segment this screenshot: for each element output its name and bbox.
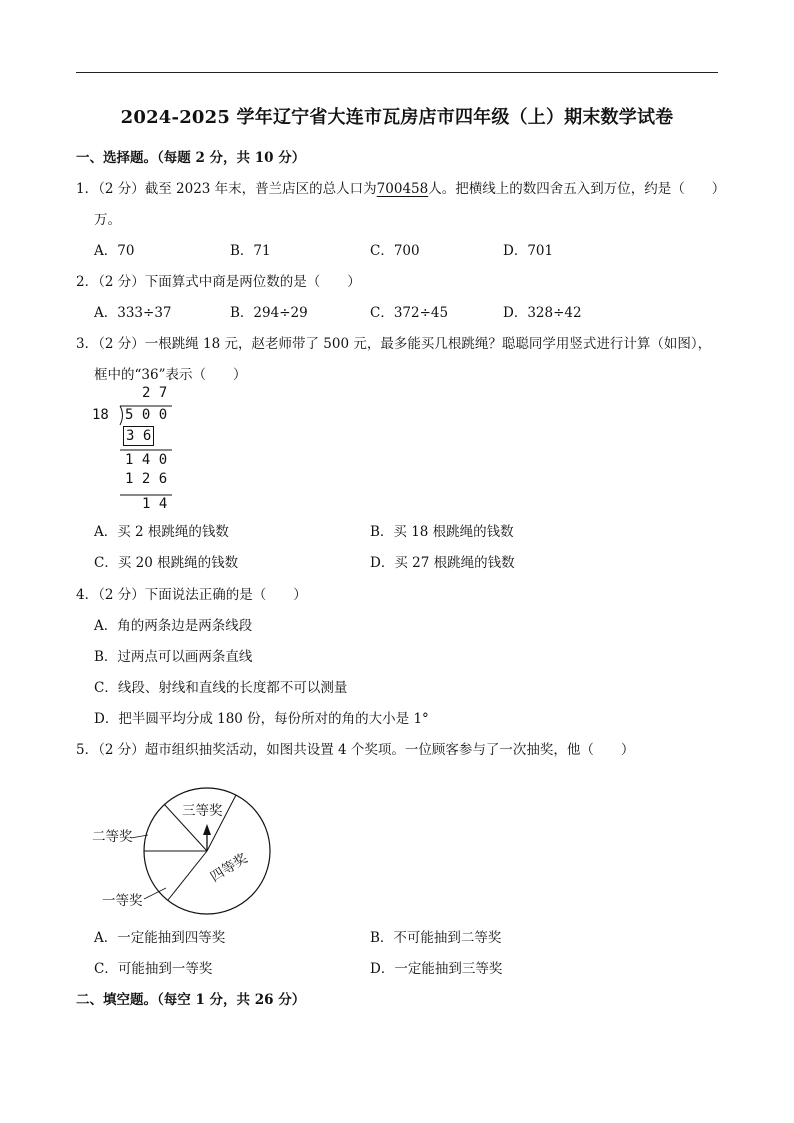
question-1-stem-cont: 万。	[94, 212, 121, 228]
question-2-stem: 2．（2 分）下面算式中商是两位数的是（ ）	[76, 274, 361, 290]
division-boxed-36: 3 6	[123, 426, 154, 446]
question-4-option-d[interactable]: D．把半圆平均分成 180 份，每份所对的角的大小是 1°	[94, 711, 429, 727]
question-3-option-c[interactable]: C．买 20 根跳绳的钱数	[94, 555, 239, 571]
wheel-label-fourth: 四等奖	[207, 850, 251, 886]
prize-wheel-figure	[86, 772, 286, 917]
wheel-pointer-arrow-icon	[203, 824, 211, 835]
question-1-option-b[interactable]: B．71	[230, 243, 271, 259]
wheel-label-third: 三等奖	[182, 803, 223, 819]
question-2-option-c[interactable]: C．372÷45	[370, 305, 449, 321]
question-1-stem-a: 1．（2 分）截至 2023 年末，普兰店区的总人口为	[76, 181, 377, 197]
question-2-option-a[interactable]: A．333÷37	[94, 305, 172, 321]
question-1-stem-b: 人。把横线上的数四舍五入到万位，约是（ ）	[428, 181, 726, 197]
question-1-option-c[interactable]: C．700	[370, 243, 420, 259]
division-remainder-1: 1 4 0	[125, 452, 168, 468]
page-title: 2024-2025 学年辽宁省大连市瓦房店市四年级（上）期末数学试卷	[120, 107, 674, 128]
question-4-option-c[interactable]: C．线段、射线和直线的长度都不可以测量	[94, 680, 348, 696]
division-divisor: 18	[92, 407, 109, 423]
question-1-underlined-number: 700458	[376, 181, 429, 197]
section-heading-choice: 一、选择题。（每题 2 分，共 10 分）	[76, 150, 306, 166]
question-5-option-c[interactable]: C．可能抽到一等奖	[94, 961, 213, 977]
question-5-option-a[interactable]: A．一定能抽到四等奖	[94, 930, 226, 946]
question-5-option-d[interactable]: D．一定能抽到三等奖	[370, 961, 503, 977]
question-3-option-a[interactable]: A．买 2 根跳绳的钱数	[94, 524, 229, 540]
question-2-option-b[interactable]: B．294÷29	[230, 305, 308, 321]
question-4-option-a[interactable]: A．角的两条边是两条线段	[94, 618, 253, 634]
wheel-divider-bottom-left	[168, 851, 207, 900]
wheel-label-second: 二等奖	[92, 829, 133, 845]
wheel-leader-first	[144, 888, 166, 899]
question-1-option-d[interactable]: D．701	[503, 243, 554, 259]
division-bracket	[92, 385, 182, 515]
division-quotient: 2 7	[142, 385, 168, 401]
header-rule	[76, 72, 718, 73]
wheel-label-first: 一等奖	[102, 893, 143, 909]
question-1-option-a[interactable]: A．70	[94, 243, 135, 259]
long-division-figure	[92, 385, 182, 515]
question-3-stem: 3．（2 分）一根跳绳 18 元，赵老师带了 500 元，最多能买几根跳绳？聪聪同学用竖式进行计算（如图），	[76, 336, 712, 352]
question-2-option-d[interactable]: D．328÷42	[503, 305, 582, 321]
question-1-stem	[76, 177, 725, 197]
question-4-stem: 4．（2 分）下面说法正确的是（ ）	[76, 587, 307, 603]
question-3-stem-cont: 框中的“36”表示（ ）	[94, 367, 247, 383]
section-heading-fill-blank: 二、填空题。（每空 1 分，共 26 分）	[76, 992, 306, 1008]
question-5-stem: 5．（2 分）超市组织抽奖活动，如图共设置 4 个奖项。一位顾客参与了一次抽奖，他（ ）	[76, 742, 635, 758]
question-3-option-d[interactable]: D．买 27 根跳绳的钱数	[370, 555, 515, 571]
division-remainder-2: 1 4	[142, 496, 168, 512]
question-3-option-b[interactable]: B．买 18 根跳绳的钱数	[370, 524, 514, 540]
question-5-option-b[interactable]: B．不可能抽到二等奖	[370, 930, 502, 946]
question-4-option-b[interactable]: B．过两点可以画两条直线	[94, 649, 253, 665]
division-product-2: 1 2 6	[125, 471, 168, 487]
division-dividend: 5 0 0	[125, 407, 168, 423]
